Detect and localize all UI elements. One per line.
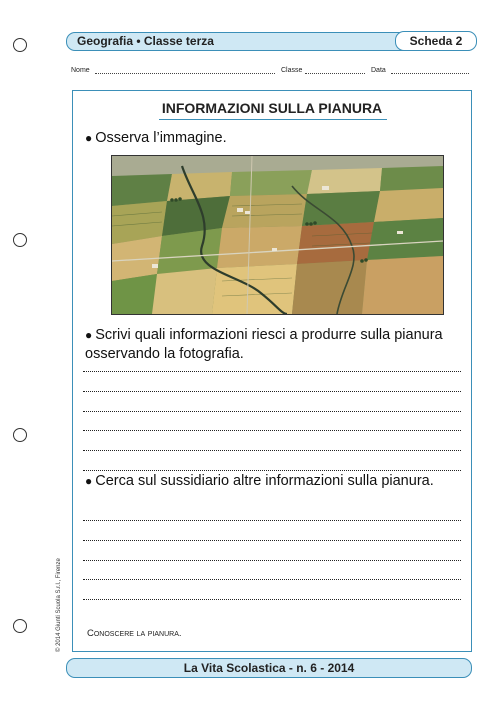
bullet-icon: ● bbox=[85, 328, 93, 342]
aerial-plain-photo bbox=[111, 155, 444, 315]
sheet-number-badge: Scheda 2 bbox=[395, 31, 477, 51]
answer-line[interactable] bbox=[83, 560, 461, 561]
bullet-icon: ● bbox=[85, 474, 93, 488]
answer-line[interactable] bbox=[83, 371, 461, 372]
task-2 bbox=[85, 326, 455, 364]
answer-line[interactable] bbox=[83, 540, 461, 541]
task-3-text: Cerca sul sussidiario altre informazioni sulla pianura. bbox=[95, 473, 434, 489]
task-1-text: Osserva l’immagine. bbox=[95, 130, 227, 146]
answer-line[interactable] bbox=[83, 391, 461, 392]
answer-lines-2[interactable] bbox=[83, 520, 461, 619]
worksheet-title: INFORMAZIONI SULLA PIANURA bbox=[161, 100, 383, 116]
task-1 bbox=[85, 129, 455, 148]
title-underline bbox=[159, 119, 387, 120]
name-label: Nome bbox=[71, 67, 90, 74]
binder-hole-1 bbox=[13, 38, 27, 52]
answer-line[interactable] bbox=[83, 411, 461, 412]
task-2-text: Scrivi quali informazioni riesci a produrre sulla pianura osservando la fotografia. bbox=[85, 327, 443, 362]
binder-hole-4 bbox=[13, 619, 27, 633]
class-label: Classe bbox=[281, 67, 303, 74]
learning-objective: Conoscere la pianura. bbox=[87, 628, 182, 639]
answer-line[interactable] bbox=[83, 450, 461, 451]
answer-line[interactable] bbox=[83, 430, 461, 431]
name-field[interactable] bbox=[95, 72, 275, 74]
student-fields-row bbox=[71, 67, 471, 79]
answer-line[interactable] bbox=[83, 470, 461, 471]
binder-hole-2 bbox=[13, 233, 27, 247]
footer-bar: La Vita Scolastica - n. 6 - 2014 bbox=[66, 658, 472, 678]
header-bar bbox=[66, 32, 476, 51]
subject-label: Geografia • Classe terza bbox=[77, 34, 214, 48]
worksheet-frame bbox=[72, 90, 472, 652]
bullet-icon: ● bbox=[85, 131, 93, 145]
class-field[interactable] bbox=[305, 72, 365, 74]
answer-line[interactable] bbox=[83, 520, 461, 521]
answer-line[interactable] bbox=[83, 599, 461, 600]
answer-line[interactable] bbox=[83, 579, 461, 580]
date-label: Data bbox=[371, 67, 386, 74]
task-3 bbox=[85, 472, 455, 491]
date-field[interactable] bbox=[391, 72, 469, 74]
binder-hole-3 bbox=[13, 428, 27, 442]
copyright-notice: © 2014 Giunti Scuola S.r.l., Firenze bbox=[56, 558, 62, 652]
